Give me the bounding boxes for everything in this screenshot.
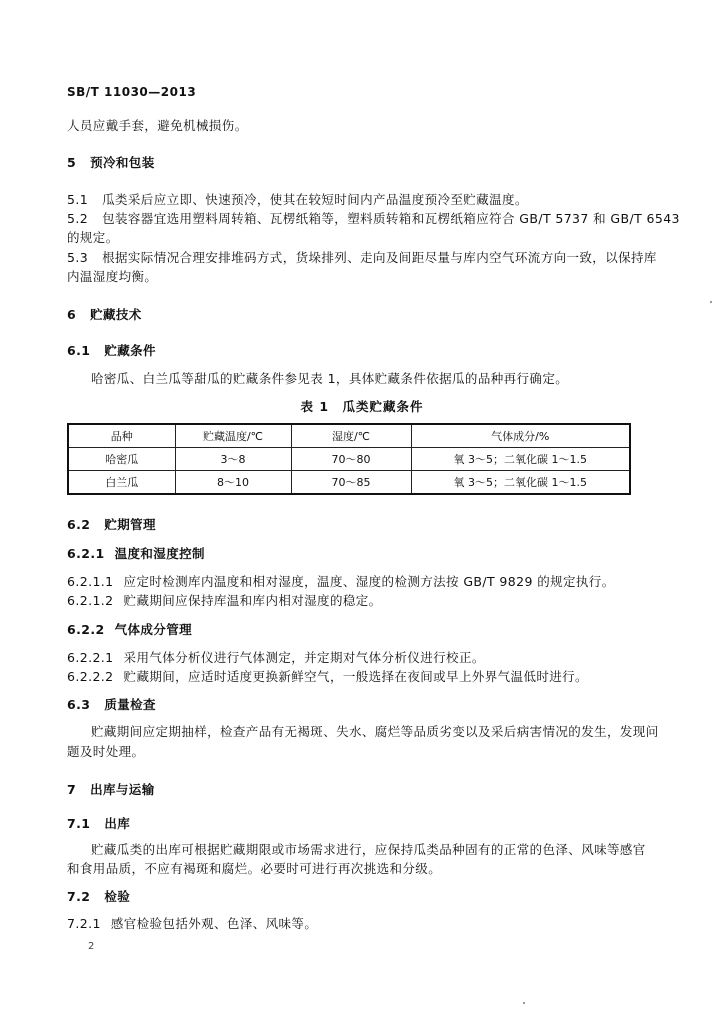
table-cell: 70～80 [291, 448, 411, 471]
clause-text: 根据实际情况合理安排堆码方式，货垛排列、走向及间距尽量与库内空气环流方向一致，以保持库 [102, 250, 657, 265]
clause-text: 应定时检测库内温度和相对湿度，温度、湿度的检测方法按 GB/T 9829 的规定执行。 [123, 574, 615, 589]
table-cell: 70～85 [291, 471, 411, 495]
clause-6-2-2-1 [67, 650, 485, 666]
table-header-cell: 气体成分/% [411, 424, 630, 448]
clause-text: 包装容器宜选用塑料周转箱、瓦楞纸箱等，塑料质转箱和瓦楞纸箱应符合 GB/T 5737 和 GB/T 6543 [102, 211, 680, 226]
table-cell: 白兰瓜 [68, 471, 175, 495]
section-title: 温度和湿度控制 [114, 546, 205, 561]
clause-6-2-1-2 [67, 593, 382, 609]
clause-6-3-cont: 题及时处理。 [67, 744, 145, 759]
clause-7-1-text: 贮藏瓜类的出库可根据贮藏期限或市场需求进行，应保持瓜类品种固有的正常的色泽、风味等感官 [91, 842, 646, 857]
subsection-6-2-1-heading [67, 546, 205, 562]
clause-text: 采用气体分析仪进行气体测定，并定期对气体分析仪进行校正。 [123, 650, 485, 665]
subsection-6-2-2-heading [67, 622, 192, 638]
clause-6-1-text: 哈密瓜、白兰瓜等甜瓜的贮藏条件参见表 1，具体贮藏条件依据瓜的品种再行确定。 [91, 371, 569, 386]
clause-5-2-cont: 的规定。 [67, 230, 119, 245]
clause-text: 贮藏期间，应适时适度更换新鲜空气，一般选择在夜间或早上外界气温低时进行。 [123, 669, 588, 684]
clause-7-2-1 [67, 916, 317, 932]
scan-speck [523, 1002, 525, 1004]
section-number: 6.2 [67, 517, 91, 532]
clause-text: 贮藏期间应保持库温和库内相对湿度的稳定。 [123, 593, 382, 608]
section-title: 贮期管理 [104, 517, 156, 532]
section-title: 贮藏技术 [90, 307, 142, 322]
continued-paragraph: 人员应戴手套，避免机械损伤。 [67, 118, 248, 133]
clause-number: 7.2.1 [67, 916, 101, 931]
clause-6-2-1-1 [67, 574, 615, 590]
section-5-heading [67, 155, 155, 171]
clause-text: 瓜类采后应立即、快速预冷，使其在较短时间内产品温度预冷至贮藏温度。 [102, 192, 528, 207]
section-number: 6.1 [67, 343, 91, 358]
section-7-heading [67, 782, 155, 798]
table-row [68, 471, 630, 495]
scan-speck [710, 301, 712, 303]
clause-6-2-2-2 [67, 669, 588, 685]
section-title: 质量检查 [104, 697, 156, 712]
section-6-heading [67, 307, 142, 323]
section-number: 6.2.1 [67, 546, 105, 561]
section-title: 贮藏条件 [104, 343, 156, 358]
page-number: 2 [88, 941, 95, 952]
table-header-cell: 品种 [68, 424, 175, 448]
clause-number: 5.3 [67, 250, 89, 265]
table-cell: 哈密瓜 [68, 448, 175, 471]
table-header-row [68, 424, 630, 448]
clause-7-1-cont: 和食用品质，不应有褐斑和腐烂。必要时可进行再次挑选和分级。 [67, 861, 442, 876]
table-caption: 表 1 瓜类贮藏条件 [300, 399, 424, 414]
table-cell: 氧 3～5；二氧化碳 1～1.5 [411, 471, 630, 495]
table-cell: 8～10 [175, 471, 291, 495]
section-number: 7.1 [67, 816, 91, 831]
clause-5-2 [67, 211, 680, 227]
standard-number: SB/T 11030—2013 [67, 85, 197, 99]
table-header-cell: 湿度/℃ [291, 424, 411, 448]
clause-number: 6.2.1.1 [67, 574, 114, 589]
subsection-6-2-heading [67, 517, 156, 533]
clause-number: 6.2.2.2 [67, 669, 114, 684]
clause-number: 5.1 [67, 192, 89, 207]
table-cell: 氧 3～5；二氧化碳 1～1.5 [411, 448, 630, 471]
clause-number: 6.2.2.1 [67, 650, 114, 665]
section-number: 7 [67, 782, 77, 797]
clause-5-3 [67, 250, 657, 266]
clause-text: 感官检验包括外观、色泽、风味等。 [110, 916, 318, 931]
table-header-cell: 贮藏温度/℃ [175, 424, 291, 448]
section-number: 7.2 [67, 889, 91, 904]
subsection-7-1-heading [67, 816, 130, 832]
section-title: 气体成分管理 [114, 622, 192, 637]
section-title: 预冷和包装 [90, 155, 155, 170]
table-row [68, 448, 630, 471]
section-number: 6.2.2 [67, 622, 105, 637]
clause-number: 5.2 [67, 211, 89, 226]
section-number: 5 [67, 155, 77, 170]
section-title: 检验 [104, 889, 131, 904]
section-number: 6 [67, 307, 77, 322]
subsection-6-3-heading [67, 697, 156, 713]
section-title: 出库与运输 [90, 782, 155, 797]
subsection-6-1-heading [67, 343, 156, 359]
section-title: 出库 [104, 816, 131, 831]
subsection-7-2-heading [67, 889, 130, 905]
clause-number: 6.2.1.2 [67, 593, 114, 608]
clause-6-3-text: 贮藏期间应定期抽样，检查产品有无褐斑、失水、腐烂等品质劣变以及采后病害情况的发生，发现问 [91, 724, 659, 739]
clause-5-3-cont: 内温湿度均衡。 [67, 269, 158, 284]
table-cell: 3～8 [175, 448, 291, 471]
section-number: 6.3 [67, 697, 91, 712]
clause-5-1 [67, 192, 528, 208]
storage-conditions-table [67, 423, 631, 495]
